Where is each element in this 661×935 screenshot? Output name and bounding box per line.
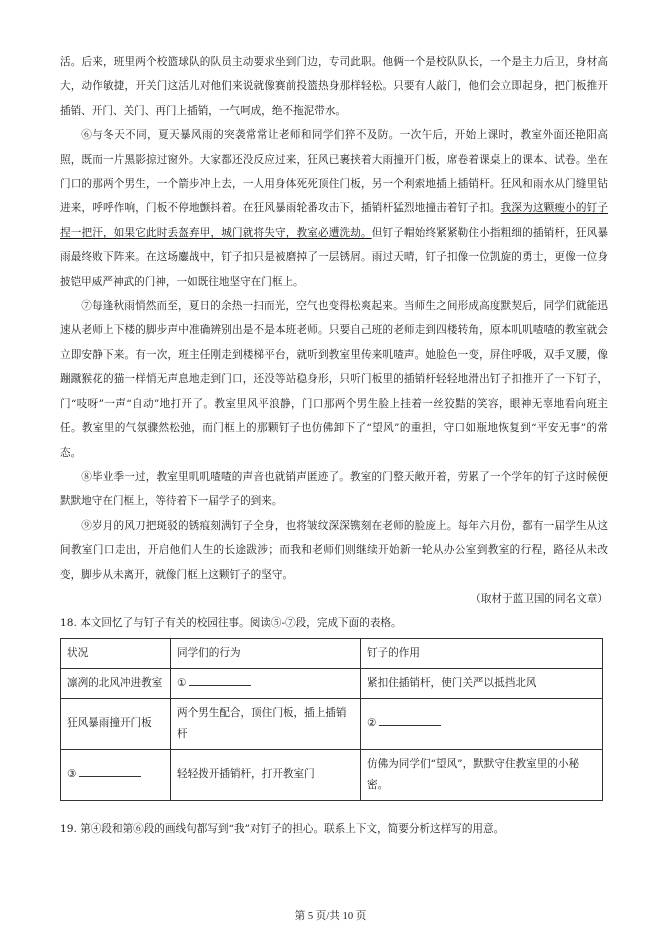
paragraph-6 bbox=[60, 123, 608, 294]
table-cell: 凛冽的北风冲进教室 bbox=[61, 668, 171, 698]
table-cell-blank[interactable] bbox=[61, 749, 171, 800]
paragraph-6-text-after: 但钉子帽始终紧紧勒住小指粗细的插销杆，狂风暴雨最终败下阵来。在这场鏖战中，钉子扣只是被磨掉了一层锈屑。雨过天晴，钉子扣像一位凯旋的勇士，更像一位身披铠甲威严神武的门神，一如既往地坚守在门框上。 bbox=[60, 226, 609, 288]
table-row bbox=[61, 698, 603, 749]
table-cell: 轻轻拨开插销杆，打开教室门 bbox=[171, 749, 361, 800]
question-18-prompt: 18. 本文回忆了与钉子有关的校园往事。阅读⑤-⑦段，完成下面的表格。 bbox=[60, 616, 402, 629]
paragraph-8: ⑧毕业季一过，教室里叽叽喳喳的声音也就销声匿迹了。教室的门整天敞开着，劳累了一个学年的钉子这时候便默默地守在门框上，等待着下一届学子的到来。 bbox=[60, 470, 608, 508]
table-header-row bbox=[61, 638, 603, 668]
answer-blank-line[interactable] bbox=[189, 673, 251, 686]
table-cell-blank[interactable] bbox=[171, 668, 361, 698]
paragraph-9: ⑨岁月的风刀把斑驳的锈痕刻满钉子全身，也将皱纹深深镌刻在老师的脸庞上。每年六月份，都有一届学生从这间教室门口走出，开启他们人生的长途跋涉；而我和老师们则继续开始新一轮从办公室到教室的行程，路径从未改变，脚步从未离开，就像门框上这颗钉子的坚守。 bbox=[60, 519, 608, 581]
blank-number: ② bbox=[367, 717, 377, 730]
source-citation: （取材于蓝卫国的同名文章） bbox=[470, 592, 608, 605]
table-header-cell: 钉子的作用 bbox=[361, 638, 603, 668]
table-cell: 仿佛为同学们“望风”，默默守住教室里的小秘密。 bbox=[361, 749, 603, 800]
table-row bbox=[61, 668, 603, 698]
paragraph-6-text-before: ⑥与冬天不同，夏天暴风雨的突袭常常让老师和同学们猝不及防。一次午后，开始上课时，教室外面还艳阳高照，既而一片黑影掠过窗外。大家都还没反应过来，狂风已裹挟着大雨撞开门板，席卷着课桌上的课本、试卷。坐在门口的那两个男生，一个箭步冲上去，一人用身体死死顶住门板，另一个利索地插上插销杆。狂风和雨水从门缝里钻进来，呼呼作响，门板不停地颤抖着。在狂风暴雨轮番攻击下，插销杆猛烈地撞击着钉子扣。 bbox=[60, 129, 608, 215]
answer-blank-line[interactable] bbox=[79, 764, 141, 777]
page-footer: 第 5 页/共 10 页 bbox=[294, 911, 367, 922]
blank-number: ③ bbox=[67, 768, 77, 781]
paragraph-6-underlined-sentence: 我深为这颗瘦小的钉子捏一把汗，如果它此时丢盔弃甲，城门就将失守，教室必遭洗劫。 bbox=[60, 202, 608, 239]
paragraph-continued: 活。后来，班里两个校篮球队的队员主动要求坐到门边，专司此职。他俩一个是校队队长，一个是主力后卫，身材高大，动作敏捷，开关门这活儿对他们来说就像赛前投篮热身那样轻松。只要有人敲门，他们会立即起身，把门板推开插销、开门、关门、再门上插销，一气呵成，绝不拖泥带水。 bbox=[60, 56, 608, 117]
table-header-cell: 状况 bbox=[61, 638, 171, 668]
table-cell: 两个男生配合，顶住门板，插上插销杆 bbox=[171, 698, 361, 749]
table-header-cell: 同学们的行为 bbox=[171, 638, 361, 668]
document-content bbox=[60, 50, 608, 841]
table-row bbox=[61, 749, 603, 800]
question-19-prompt: 19. 第④段和第⑥段的画线句都写到“我”对钉子的担心。联系上下文，简要分析这样写的用意。 bbox=[60, 822, 505, 835]
table-cell: 紧扣住插销杆，使门关严以抵挡北风 bbox=[361, 668, 603, 698]
question-18-table bbox=[60, 638, 603, 801]
answer-blank-line[interactable] bbox=[379, 713, 441, 726]
table-cell-blank[interactable] bbox=[361, 698, 603, 749]
table-cell: 狂风暴雨撞开门板 bbox=[61, 698, 171, 749]
paragraph-7: ⑦每逢秋雨悄然而至，夏日的余热一扫而光，空气也变得松爽起来。当师生之间形成高度默契后，同学们就能迅速从老师上下楼的脚步声中准确辨别出是不是本班老师。只要自己班的老师走到四楼转角，原本叽叽喳喳的教室就会立即安静下来。有一次，班主任刚走到楼梯平台，就听到教室里传来叽喳声。她脸色一变，屏住呼吸，双手叉腰，像蹦蹴猴花的猫一样悄无声息地走到门口，还没等站稳身形，只听门板里的插销杆轻轻地滑出钉子扣推开了一下钉子，门“吱呀”一声“自动”地打开了。教室里风平浪静，门口那两个男生脸上挂着一丝狡黠的笑容，眼神无辜地看向班主任。教室里的气氛骤然松弛，而门框上的那颗钉子也仿佛卸下了“望风”的重担，守口如瓶地恢复到“平安无事”的常态。 bbox=[60, 300, 608, 459]
blank-number: ① bbox=[177, 676, 187, 689]
